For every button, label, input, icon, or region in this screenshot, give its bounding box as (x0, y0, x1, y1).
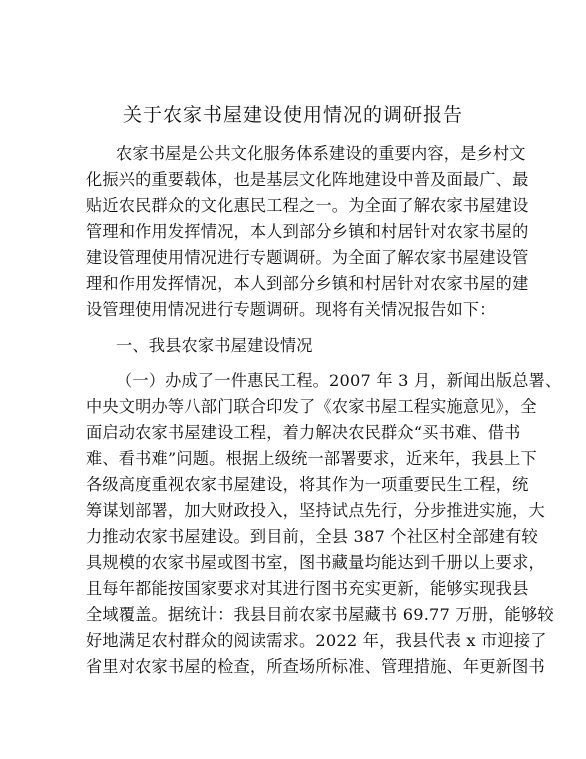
paragraph-line: 省里对农家书屋的检查，所查场所标准、管理措施、年更新图书 (86, 657, 545, 676)
paragraph-line: 面启动农家书屋建设工程，着力解决农民群众“买书难、借书 (86, 423, 521, 442)
paragraph-line: 中央文明办等八部门联合印发了《农家书屋工程实施意见》，全 (86, 397, 537, 416)
paragraph-line: 全域覆盖。据统计：我县目前农家书屋藏书 69.77 万册，能够较 (86, 605, 554, 624)
paragraph-line: 理和作用发挥情况，本人到部分乡镇和村居针对农家书屋的建 (86, 274, 529, 293)
paragraph-line: 建设管理使用情况进行专题调研。为全面了解农家书屋建设管 (86, 248, 529, 267)
paragraph-line: 贴近农民群众的文化惠民工程之一。为全面了解农家书屋建设 (86, 196, 529, 215)
paragraph-line: 各级高度重视农家书屋建设，将其作为一项重要民生工程，统 (86, 475, 529, 494)
paragraph-line: 好地满足农村群众的阅读需求。2022 年，我县代表 x 市迎接了 (86, 631, 547, 650)
paragraph-line: 且每年都能按国家要求对其进行图书充实更新，能够实现我县 (86, 579, 529, 598)
paragraph-line: （一）办成了一件惠民工程。2007 年 3 月，新闻出版总署、 (116, 371, 562, 390)
paragraph-line: 力推动农家书屋建设。到目前，全县 387 个社区村全部建有较 (86, 527, 538, 546)
paragraph-line: 化振兴的重要载体，也是基层文化阵地建设中普及面最广、最 (86, 170, 529, 189)
section-heading: 一、我县农家书屋建设情况 (116, 336, 313, 355)
paragraph-line: 管理和作用发挥情况，本人到部分乡镇和村居针对农家书屋的 (86, 222, 529, 241)
paragraph-line: 筹谋划部署，加大财政投入，坚持试点先行，分步推进实施，大 (86, 501, 545, 520)
document-title: 关于农家书屋建设使用情况的调研报告 (122, 104, 463, 126)
paragraph-line: 农家书屋是公共文化服务体系建设的重要内容，是乡村文 (116, 144, 526, 163)
paragraph-line: 难、看书难”问题。根据上级统一部署要求，近来年，我县上下 (86, 449, 537, 468)
paragraph-line: 设管理使用情况进行专题调研。现将有关情况报告如下： (86, 300, 496, 319)
paragraph-line: 具规模的农家书屋或图书室，图书藏量均能达到千册以上要求， (86, 553, 545, 572)
